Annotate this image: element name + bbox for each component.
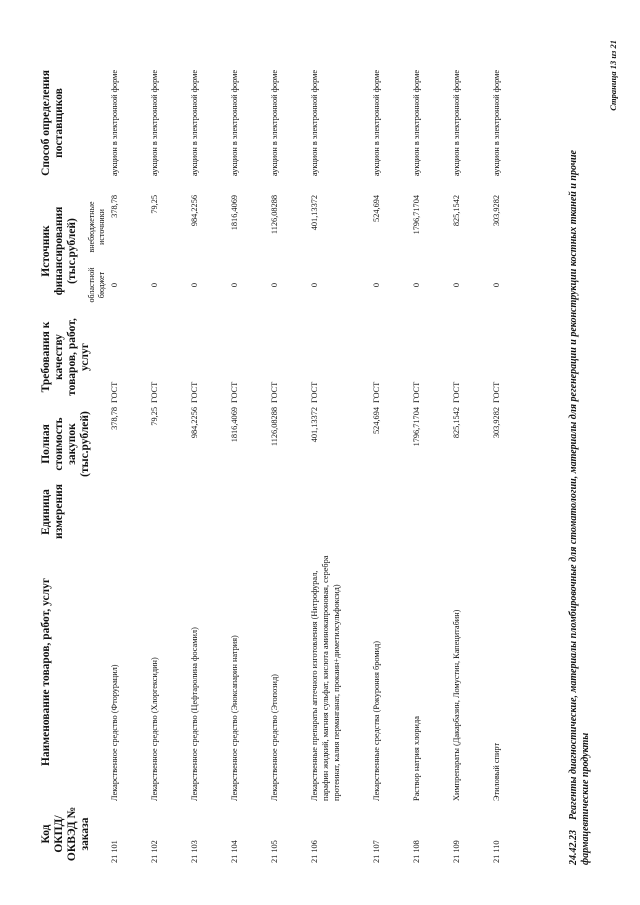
row-name: Лекарственное средство (Цефтаролина фосамил): [190, 627, 199, 801]
table-row: [109, 53, 149, 865]
row-cost: 1126,08288: [270, 407, 279, 447]
table-row: [229, 53, 269, 865]
row-cost: 378,78: [110, 407, 119, 430]
row-cost: 825,1542: [452, 407, 461, 439]
table-row: [411, 53, 451, 865]
table-header-row: [38, 53, 81, 865]
header-unit: Единица измерения: [40, 484, 65, 539]
row-cost: 1816,4069: [230, 407, 239, 443]
row-name: Лекарственное средство (Этопозид): [270, 674, 279, 801]
header-source-extra: внебюджетные источники: [87, 201, 106, 253]
row-unit: [149, 483, 189, 541]
row-requirements: ГОСТ: [190, 381, 199, 403]
row-extra-budget: 401,13372: [310, 194, 319, 231]
row-name: Химпрепараты (Дакарбазин, Ломустин, Капецитабин): [452, 609, 461, 801]
row-name: Этиловый спирт: [492, 742, 501, 801]
row-extra-budget: 1126,08288: [270, 194, 279, 235]
row-unit: [109, 483, 149, 541]
row-unit: [451, 483, 491, 541]
procurement-table: [38, 53, 531, 865]
section-heading: [568, 105, 592, 865]
section-title: Реагенты диагностические, материалы пломбировочные для стоматологии, материалы для регенерации и реконструкции костных тканей и прочие фармацевтические продукты: [568, 150, 591, 865]
row-cost: 303,9282: [492, 407, 501, 439]
row-code: 21 105: [270, 840, 279, 863]
row-cost: 79,25: [150, 407, 159, 426]
row-name: Раствор натрия хлорида: [412, 716, 421, 801]
row-method: аукцион в электронной форме: [190, 69, 199, 177]
row-regional-budget: 0: [110, 282, 119, 288]
row-unit: [269, 483, 309, 541]
row-requirements: ГОСТ: [492, 381, 501, 403]
row-name: Лекарственные средства (Рокурония бромид): [372, 640, 381, 801]
row-extra-budget: 524,694: [372, 194, 381, 222]
row-name: Лекарственное средство (Эноксапарин натрия): [230, 635, 239, 801]
row-regional-budget: 0: [492, 282, 501, 288]
row-code: 21 107: [372, 840, 381, 863]
row-method: аукцион в электронной форме: [412, 69, 421, 177]
row-unit: [309, 483, 371, 541]
row-regional-budget: 0: [310, 282, 319, 288]
row-requirements: ГОСТ: [372, 381, 381, 403]
row-requirements: ГОСТ: [310, 381, 319, 403]
table-body: [109, 53, 531, 865]
row-code: 21 106: [310, 840, 319, 863]
row-regional-budget: 0: [372, 282, 381, 288]
row-code: 21 110: [492, 840, 501, 863]
row-code: 21 101: [110, 840, 119, 863]
row-unit: [189, 483, 229, 541]
header-source: Источник финансирования (тыс.рублей): [40, 206, 78, 296]
row-cost: 984,2256: [190, 407, 199, 439]
row-requirements: ГОСТ: [110, 381, 119, 403]
row-extra-budget: 984,2256: [190, 194, 199, 227]
row-extra-budget: 1816,4069: [230, 194, 239, 231]
table-row: [269, 53, 309, 865]
row-regional-budget: 0: [452, 282, 461, 288]
table-row: [189, 53, 229, 865]
row-requirements: ГОСТ: [412, 381, 421, 403]
row-extra-budget: 79,25: [150, 194, 159, 214]
header-name: Наименование товаров, работ, услуг: [40, 577, 52, 767]
section-code: 24.42.23: [568, 830, 579, 865]
row-cost: 524,694: [372, 407, 381, 434]
row-regional-budget: 0: [270, 282, 279, 288]
row-name: Лекарственные препараты аптечного изготовления (Нитрофурал, парафин жидкий, магния сульфат, кислота аминокапроновая, серебра протеинат, калия перманганат, прокаин+диметилсульфоксид): [310, 555, 341, 801]
row-extra-budget: 825,1542: [452, 194, 461, 227]
row-extra-budget: 303,9282: [492, 194, 501, 227]
row-method: аукцион в электронной форме: [452, 69, 461, 177]
row-cost: 1796,71704: [412, 407, 421, 447]
row-method: аукцион в электронной форме: [372, 69, 381, 177]
row-code: 21 108: [412, 840, 421, 863]
table-row: [491, 53, 531, 865]
row-code: 21 109: [452, 840, 461, 863]
table-row: [451, 53, 491, 865]
row-regional-budget: 0: [150, 282, 159, 288]
row-unit: [371, 483, 411, 541]
header-method: Способ определения поставщиков: [40, 70, 65, 176]
row-unit: [491, 483, 531, 541]
header-requirements: Требования к качеству товаров, работ, услуг: [40, 318, 91, 396]
page-number: Страница 13 из 21: [608, 40, 618, 111]
row-unit: [229, 483, 269, 541]
table-row: [309, 53, 371, 865]
row-method: аукцион в электронной форме: [150, 69, 159, 177]
header-code: Код ОКПД/ ОКВЭД № заказа: [40, 806, 91, 862]
row-code: 21 104: [230, 840, 239, 863]
row-requirements: ГОСТ: [452, 381, 461, 403]
row-method: аукцион в электронной форме: [230, 69, 239, 177]
row-name: Лекарственное средство (Хлоргексидин): [150, 657, 159, 801]
row-code: 21 102: [150, 840, 159, 863]
header-cost: Полная стоимость закупок (тыс.рублей): [40, 411, 91, 477]
row-code: 21 103: [190, 840, 199, 863]
row-method: аукцион в электронной форме: [492, 69, 501, 177]
row-requirements: ГОСТ: [230, 381, 239, 403]
table-row: [149, 53, 189, 865]
row-requirements: ГОСТ: [270, 381, 279, 403]
row-method: аукцион в электронной форме: [110, 69, 119, 177]
row-cost: 401,13372: [310, 407, 319, 443]
row-regional-budget: 0: [412, 282, 421, 288]
row-requirements: ГОСТ: [150, 381, 159, 403]
table-row: [371, 53, 411, 865]
row-unit: [411, 483, 451, 541]
row-name: Лекарственное средство (Фторурацил): [110, 664, 119, 801]
row-regional-budget: 0: [230, 282, 239, 288]
row-method: аукцион в электронной форме: [310, 69, 319, 177]
row-extra-budget: 378,78: [110, 194, 119, 218]
header-source-regional: областной бюджет: [87, 267, 106, 303]
row-method: аукцион в электронной форме: [270, 69, 279, 177]
row-regional-budget: 0: [190, 282, 199, 288]
row-extra-budget: 1796,71704: [412, 194, 421, 235]
